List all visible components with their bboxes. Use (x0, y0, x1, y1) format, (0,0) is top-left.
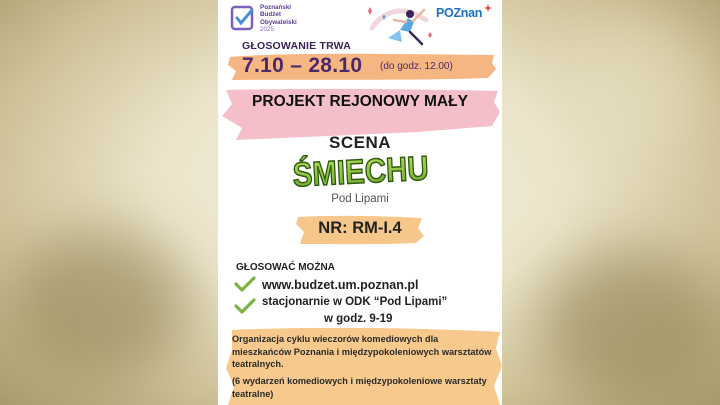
logo-line2: Budżet (260, 11, 281, 19)
logo-year: 2025 (260, 26, 275, 34)
city-logo: POZnan (436, 6, 483, 20)
background-blur (560, 20, 700, 160)
project-type: PROJEKT REJONOWY MAŁY (252, 93, 468, 110)
vote-option-hours: w godz. 9-19 (324, 313, 393, 325)
budget-logo-text (260, 4, 297, 34)
checkmark-icon (234, 276, 256, 292)
checkmark-icon (234, 298, 256, 314)
title-main-logo (288, 143, 451, 195)
budget-logo-icon (230, 4, 256, 36)
vote-option-in-person: stacjonarnie w ODK “Pod Lipami” (262, 296, 448, 308)
title-main: ŚMIECHU (291, 148, 451, 195)
city-logo-star-icon (484, 4, 492, 12)
project-description-details: (6 wydarzeń komediowych i międzypokoleniowe warsztaty teatralne) (232, 376, 487, 399)
logo-line3: Obywatelski (260, 18, 297, 26)
voting-label: GŁOSOWANIE TRWA (242, 40, 351, 52)
title-subtitle: Pod Lipami (331, 193, 389, 205)
voting-deadline-time: (do godz. 12.00) (380, 61, 453, 72)
voting-dates: 7.10 – 28.10 (242, 54, 363, 77)
dancer-illustration-icon (366, 2, 436, 50)
title-top: SCENA (328, 133, 391, 152)
background-blur (10, 230, 190, 380)
background-blur (540, 250, 720, 400)
how-to-vote-label: GŁOSOWAĆ MOŻNA (236, 262, 335, 273)
logo-line1: Poznański (260, 4, 292, 11)
project-description: Organizacja cyklu wieczorów komediowych dla mieszkańców Poznania i międzypokoleniowych warsztatów teatralnych. (232, 334, 492, 369)
poster (218, 0, 502, 405)
vote-option-online: www.budzet.um.poznan.pl (262, 278, 419, 292)
project-number: NR: RM-I.4 (318, 219, 402, 237)
